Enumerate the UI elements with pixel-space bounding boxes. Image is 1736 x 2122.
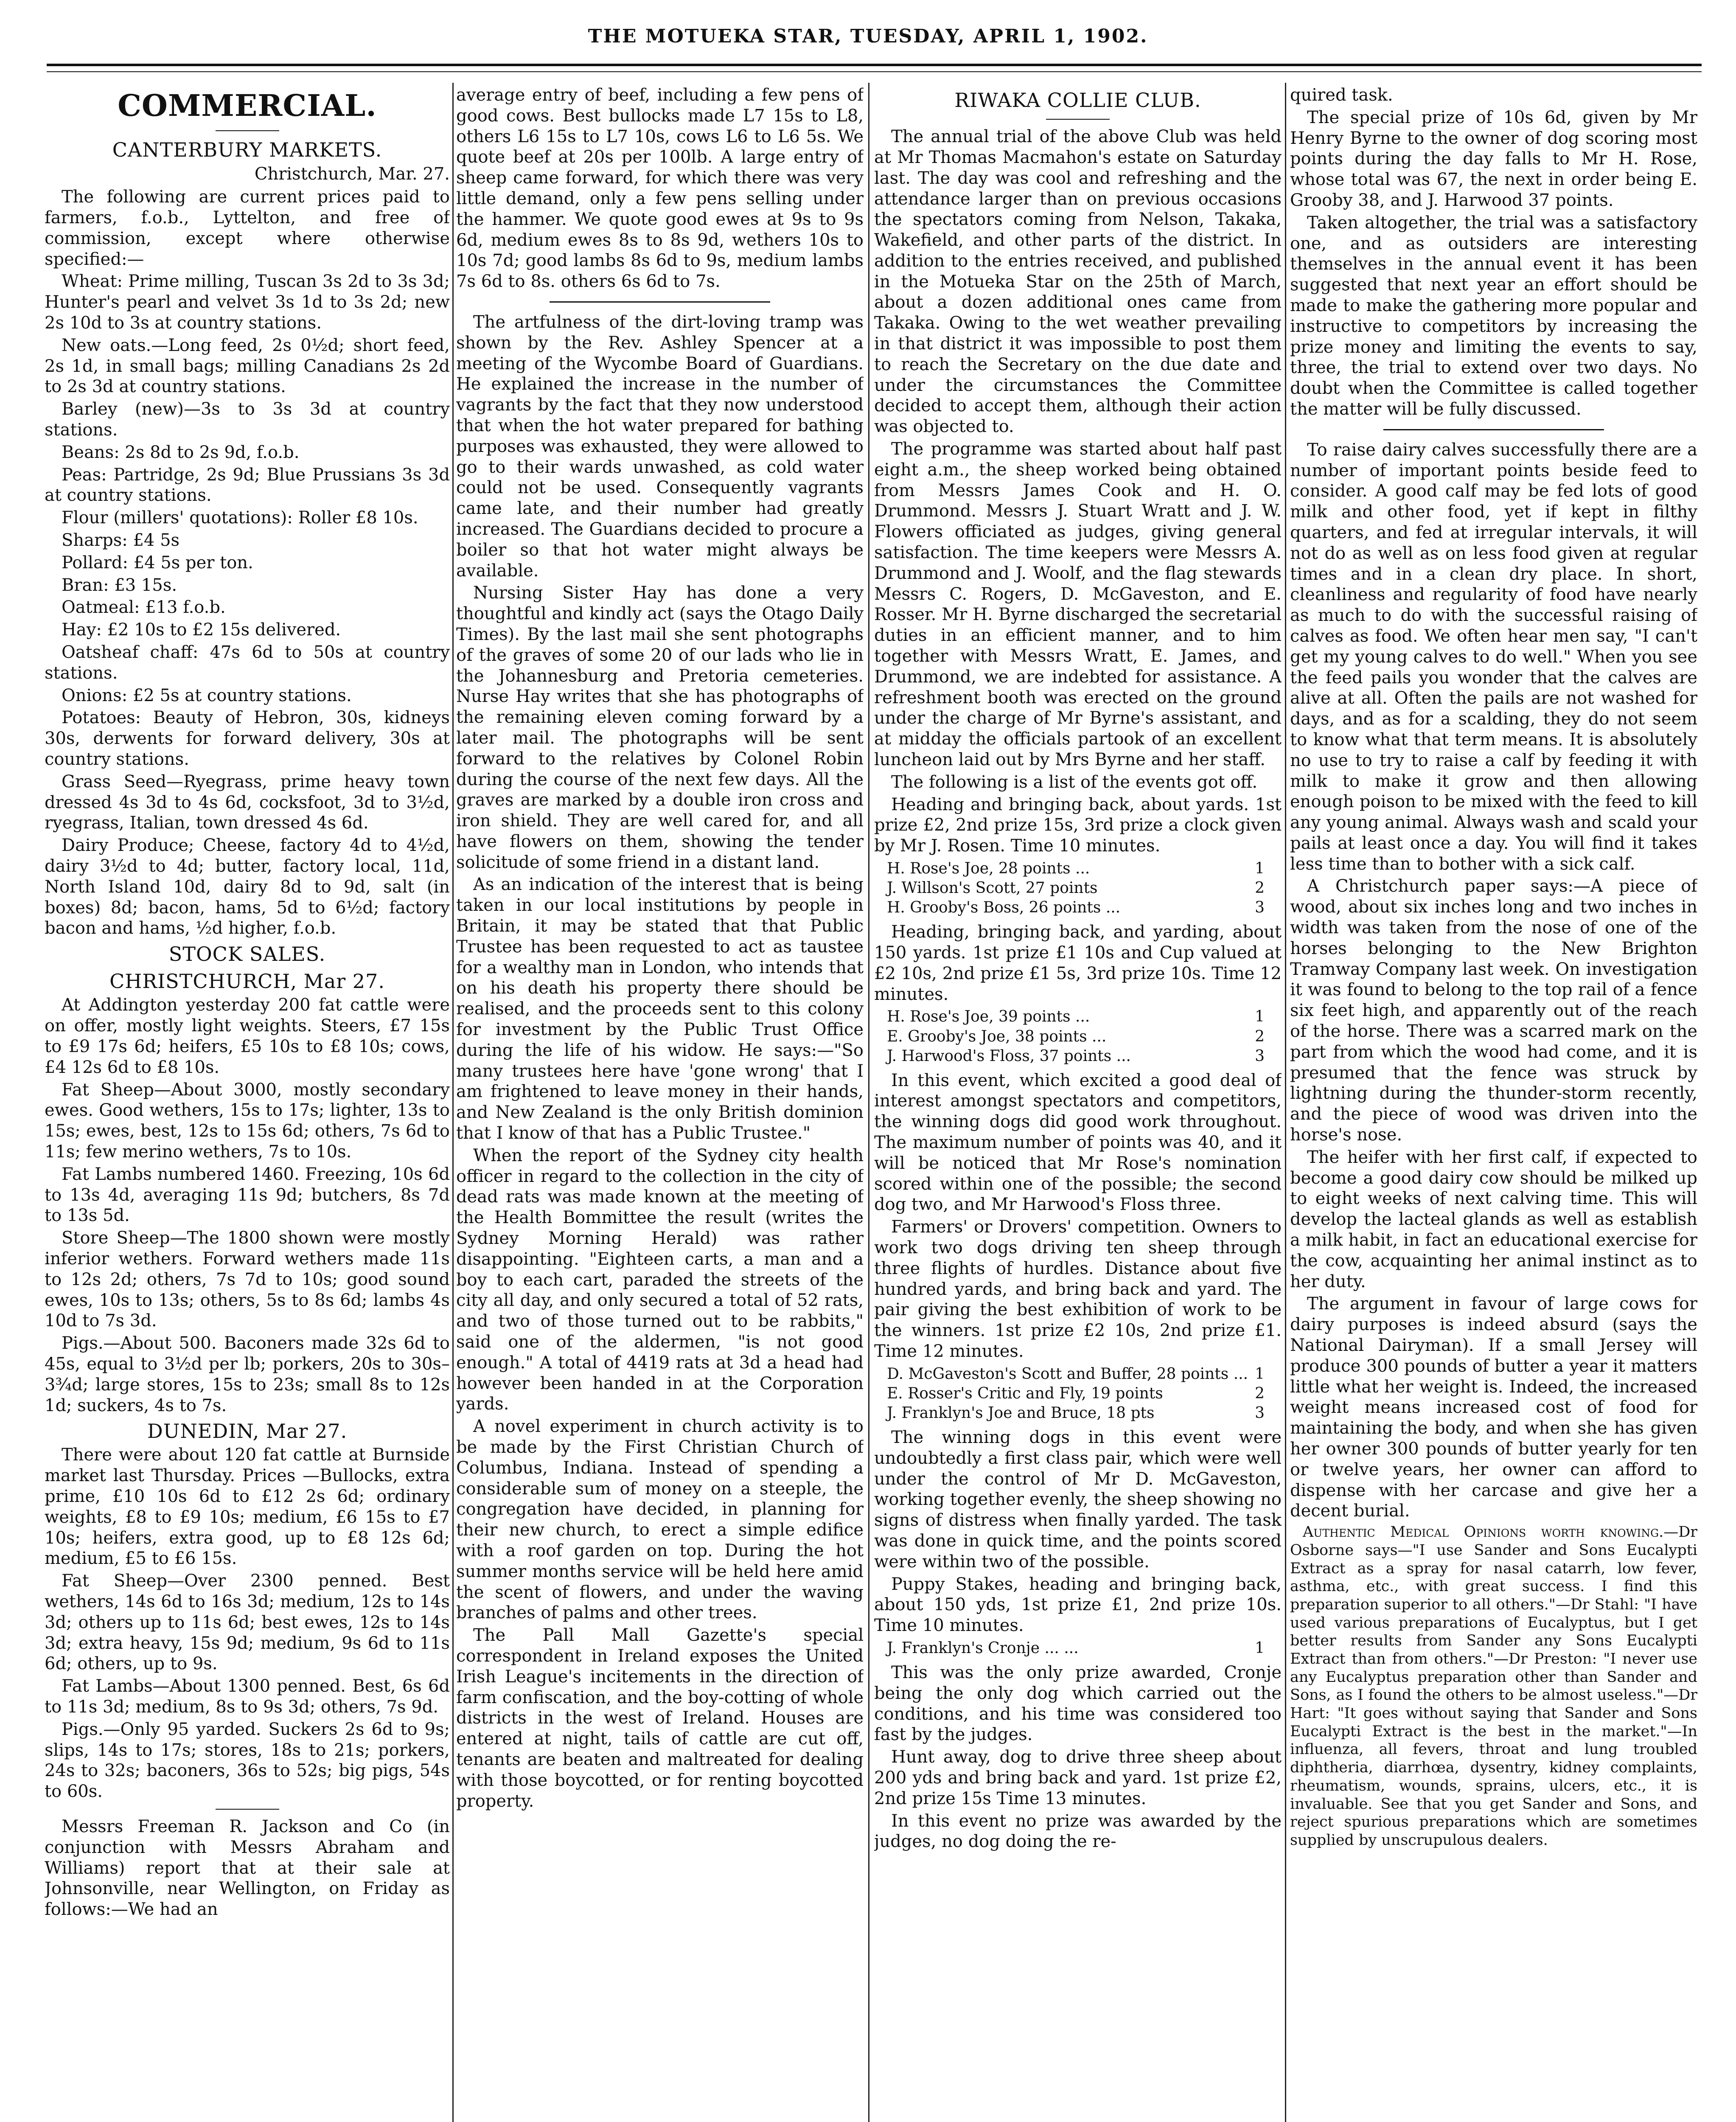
article-paragraph: To raise dairy calves successfully there are a number of important points beside feed to consider. A good calf may be fed lots of good milk and other food, yet if kept in filthy quarters, and fed at irregular intervals, it will not do as well as on less food given at regular times and in a clean dry place. In short, cleanliness and regularity of food have nearly as much to do with the successful raising of calves as food. We often hear men say, "I can't get my young calves to do well." When you see the feed pails you wonder that the calves are alive at all. Often the pails are not washed for days, and as for a scalding, they do not seem to know what that term means. It is absolutely no use to try to raise a calf by feeding it with milk to make it grow and then allowing enough poison to be mixed with the feed to kill any young animal. Always wash and scald your pails at least once a day. You will find it takes less time than to bother with a sick calf. (1290, 440, 1697, 874)
advertisement-body: —Dr Osborne says—"I use Sander and Sons Eucalypti Extract as a spray for nasal catarrh, low fever, asthma, etc., with great success. I find this preparation superior to all others."—Dr Stahl: "I have used various preparations of Eucalyptus, but I get better results from Sander any Sons Eucalypti Extract than from others."—Dr Preston: "I never use any Eucalyptus preparation other than Sander and Sons, as I found the others to be almost useless."—Dr Hart: "It goes without saying that Sander and Sons Eucalypti Extract is the best in the market."—In influenza, all fevers, throat and lung troubled diphtheria, diarrhœa, dysentry, kidney complaints, rheumatism, wounds, sprains, ulcers, etc., it is invaluable. See that you get Sander and Sons, and reject spurious preparations which are sometimes supplied by unscrupulous dealers. (1290, 1524, 1697, 1849)
article-paragraph: A Christchurch paper says:—A piece of wood, about six inches long and two inches in width was taken from the nose of one of the horses belonging to the New Brighton Tramway Company last week. On investigation it was found to belong to the top rail of a fence six feet high, and apparently out of the reach of the horse. There was a scarred mark on the part from which the wood had come, and it is presumed that the fence was struck by lightning during the thunder-storm recently, and the piece of wood was driven into the horse's nose. (1290, 876, 1697, 1145)
article-paragraph: In this event no prize was awarded by the judges, no dog doing the re- (874, 1811, 1282, 1852)
article-paragraph: average entry of beef, including a few pens of good cows. Best bullocks made L7 15s to L8, others L6 15s to L7 10s, cows L6 to L6 5s. We quote beef at 20s per 100lb. A large entry of sheep came forward, for which there was very little demand, only a few pens selling under the hammer. We quote good ewes at 9s to 9s 6d, medium ewes 8s to 8s 9d, wethers 10s to 10s 7d; good lambs 8s 6d to 9s, medium lambs 7s 6d to 8s. others 6s 6d to 7s. (456, 85, 864, 292)
result-row (887, 879, 1282, 898)
article-paragraph: Heading, bringing back, and yarding, about 150 yards. 1st prize £1 10s and Cup valued at £2 10s, 2nd prize £1 5s, 3rd prize 10s. Time 12 minutes. (874, 922, 1282, 1004)
article-paragraph: The following is a list of the events got off. (891, 772, 1258, 792)
column-divider (868, 83, 869, 2122)
results-list (887, 859, 1282, 918)
result-place: 1 (1255, 860, 1265, 877)
article-paragraph: The argument in favour of large cows for dairy purposes is indeed absurd (says the National Dairyman). If a small Jersey will produce 300 pounds of butter a year it matters little what her weight is. Indeed, the increased weight means increased cost of food for maintaining the body, and when she has given her owner 300 pounds of butter yearly for ten or twelve years, her owner can afford to dispense with her carcase and give her a decent burial. (1290, 1294, 1697, 1521)
advertisement (1290, 1523, 1697, 1849)
result-row (887, 898, 1282, 918)
article-paragraph: Barley (new)—3s to 3s 3d at country stations. (45, 399, 450, 440)
result-row (887, 1047, 1282, 1066)
result-place: 3 (1255, 899, 1265, 917)
result-row (887, 1364, 1282, 1384)
result-place: 1 (1255, 1008, 1265, 1026)
results-list (887, 1639, 1282, 1658)
result-row (887, 1384, 1282, 1403)
article-paragraph: A novel experiment in church activity is to be made by the First Christian Church of Columbus, Indiana. Instead of spending a considerable sum of money on a steeple, the congregation have decided, in planning for their new church, to erect a simple edifice with a roof garden on top. During the hot summer months service will be held here amid the scent of flowers, and under the waving branches of palms and other trees. (456, 1417, 864, 1623)
article-paragraph: In this event, which excited a good deal of interest amongst spectators and competitors, the winning dogs did good work throughout. The maximum number of points was 40, and it will be noticed that Mr Rose's nomination scored within one of the possible; the second dog two, and Mr Harwood's Floss three. (874, 1070, 1282, 1215)
results-list (887, 1364, 1282, 1423)
article-paragraph: The heifer with her first calf, if expected to become a good dairy cow should be milked up to eight weeks of next calving time. This will develop the lacteal glands as well as establish a milk habit, in fact an educational exercise for the cow, acquainting her animal instinct as to her duty. (1290, 1147, 1697, 1291)
result-row (887, 1403, 1282, 1423)
section-rule (1383, 429, 1604, 430)
article-paragraph: Messrs Freeman R. Jackson and Co (in conjunction with Messrs Abraham and Williams) report that at their sale at Johnsonville, near Wellington, on Friday as follows:—We had an (45, 1817, 450, 1920)
result-place: 3 (1255, 1404, 1265, 1422)
column-collie-club (874, 85, 1282, 2122)
article-paragraph: As an indication of the interest that is being taken in our local institutions by people in Britain, it may be stated that that Public Trustee has been requested to act as taustee for a wealthy man in London, who intends that on his death his property there should be realised, and the proceeds sent to this colony for investment by the Public Trust Office during the life of his widow. He says:—"So many trustees here have 'gone wrong' that I am frightened to leave money in their hands, and New Zealand is the only British dominion that I know of that has a Public Trustee." (456, 875, 864, 1143)
result-place: 3 (1255, 1047, 1265, 1065)
result-row (887, 859, 1282, 879)
result-place: 2 (1255, 1027, 1265, 1045)
result-place: 2 (1255, 1384, 1265, 1402)
article-paragraph: Pollard: £4 5s per ton. (62, 553, 253, 573)
result-name: J. Franklyn's Cronje ... ... (887, 1639, 1079, 1657)
article-paragraph: Nursing Sister Hay has done a very thoughtful and kindly act (says the Otago Daily Times). By the last mail she sent photographs of the graves of some 20 of our lads who lie in the Johannesburg and Pretoria cemeteries. Nurse Hay writes that she has photographs of the remaining eleven coming forward by a later mail. The photographs will be sent forward to the relatives by Colonel Robin during the course of the next few days. All the graves are marked by a double iron cross and iron shield. They are well cared for, and all have flowers on them, showing the tender solicitude of some friend in a distant land. (456, 583, 864, 872)
result-row (887, 1639, 1282, 1658)
result-name: D. McGaveston's Scott and Buffer, 28 points ... (887, 1365, 1248, 1383)
article-paragraph: Pigs.—About 500. Baconers made 32s 6d to 45s, equal to 3½d per lb; porkers, 20s to 30s–3¾d; large stores, 15s to 23s; small 8s to 12s 1d; suckers, 4s to 7s. (45, 1333, 450, 1415)
subheading-stock-sales: STOCK SALES. (168, 943, 326, 966)
article-paragraph: Fat Sheep—Over 2300 penned. Best wethers, 14s 6d to 16s 3d; medium, 12s to 14s 3d; others up to 11s 6d; best ewes, 12s to 14s 3d; extra heavy, 15s 9d; medium, 9s 6d to 11s 6d; others, up to 9s. (45, 1571, 450, 1674)
column-divider (452, 83, 454, 2122)
article-paragraph: This was the only prize awarded, Cronje being the only dog which carried out the conditions, and his time was considered too fast by the judges. (874, 1663, 1282, 1745)
masthead-rule (47, 64, 1702, 66)
article-paragraph: Hay: £2 10s to £2 15s delivered. (62, 620, 341, 640)
result-name: H. Rose's Joe, 39 points ... (887, 1008, 1090, 1026)
article-paragraph: Oatsheaf chaff: 47s 6d to 50s at country stations. (45, 643, 450, 683)
article-paragraph: New oats.—Long feed, 2s 0½d; short feed, 2s 1d, in small bags; milling Canadians 2s 2d to 2s 3d at country stations. (45, 335, 450, 397)
article-paragraph: Store Sheep—The 1800 shown were mostly inferior wethers. Forward wethers made 11s to 12s 2d; others, 7s 7d to 10s; good sound ewes, 10s to 13s; others, 5s to 8s 6d; lambs 4s 10d to 7s 3d. (45, 1228, 450, 1331)
article-paragraph: Flour (millers' quotations): Roller £8 10s. (62, 508, 418, 528)
article-paragraph: Bran: £3 15s. (62, 575, 177, 595)
article-paragraph: The Pall Mall Gazette's special correspondent in Ireland exposes the United Irish League's incitements in the direction of farm confiscation, and the boy-cotting of whole districts in the west of Ireland. Houses are entered at night, tails of cattle are cut off, tenants are beaten and maltreated for dealing with those boycotted, or for renting boycotted property. (456, 1625, 864, 1811)
section-rule (216, 1809, 279, 1810)
result-name: E. Rosser's Critic and Fly, 19 points (887, 1384, 1163, 1402)
article-paragraph: Wheat: Prime milling, Tuscan 3s 2d to 3s 3d; Hunter's pearl and velvet 3s 1d to 3s 2d; new 2s 10d to 3s at country stations. (45, 272, 450, 333)
article-paragraph: Fat Lambs—About 1300 penned. Best, 6s 6d to 11s 3d; medium, 8s to 9s 3d; others, 7s 9d. (45, 1676, 450, 1717)
article-paragraph: The special prize of 10s 6d, given by Mr Henry Byrne to the owner of dog scoring most points during the day falls to Mr H. Rose, whose total was 67, the next in order being E. Grooby 38, and J. Harwood 37 points. (1290, 107, 1697, 210)
result-name: H. Rose's Joe, 28 points ... (887, 860, 1090, 877)
subheading-dunedin: DUNEDIN, Mar 27. (147, 1420, 348, 1443)
subheading-christchurch: CHRISTCHURCH, Mar 27. (109, 970, 385, 993)
result-row (887, 1007, 1282, 1027)
result-name: J. Franklyn's Joe and Bruce, 18 pts (887, 1404, 1155, 1422)
article-paragraph: The programme was started about half past eight a.m., the sheep worked being obtained from Messrs James Cook and H. O. Drummond. Messrs J. Stuart Wratt and J. W. Flowers officiated as judges, giving general satisfaction. The time keepers were Messrs A. Drummond and J. Woolf, and the flag stewards Messrs C. Rogers, D. McGaveston, and E. Rosser. Mr H. Byrne discharged the secretarial duties in an efficient manner, and to him together with Messrs Wratt, E. James, and Drummond, we are indebted for assistance. A refreshment booth was erected on the ground under the charge of Mr Byrne's assistant, and at midday the officials partook of an excellent luncheon laid out by Mrs Byrne and her staff. (874, 439, 1282, 770)
column-dairy (1290, 85, 1697, 2122)
article-paragraph: Grass Seed—Ryegrass, prime heavy town dressed 4s 3d to 4s 6d, cocksfoot, 3d to 3½d, ryegrass, Italian, town dressed 4s 6d. (45, 772, 450, 833)
article-paragraph: Puppy Stakes, heading and bringing back, about 150 yds, 1st prize £1, 2nd prize 10s. Time 10 minutes. (874, 1574, 1282, 1636)
article-paragraph: The following are current prices paid to farmers, f.o.b., Lyttelton, and free of commission, except where otherwise specified:— (45, 187, 450, 269)
result-place: 1 (1255, 1365, 1265, 1383)
article-paragraph: The winning dogs in this event were undoubtedly a first class pair, which were well under the control of Mr D. McGaveston, working together evenly, the sheep showing no signs of distress when finally yarded. The task was done in quick time, and the points scored were within two of the possible. (874, 1428, 1282, 1572)
advertisement-text (1290, 1523, 1697, 1849)
article-paragraph: Beans: 2s 8d to 2s 9d, f.o.b. (62, 442, 300, 462)
advertisement-lead: Authentic Medical Opinions worth knowing. (1303, 1524, 1664, 1541)
article-paragraph: Potatoes: Beauty of Hebron, 30s, kidneys 30s, derwents for forward delivery, 30s at country stations. (45, 708, 450, 769)
column-commercial (45, 85, 450, 2122)
heading-riwaka-collie-club: RIWAKA COLLIE CLUB. (954, 89, 1201, 112)
result-name: H. Grooby's Boss, 26 points ... (887, 899, 1121, 917)
result-row (887, 1027, 1282, 1047)
article-paragraph: Hunt away, dog to drive three sheep about 200 yds and bring back and yard. 1st prize £2, 2nd prize 15s Time 13 minutes. (874, 1747, 1282, 1808)
result-place: 1 (1255, 1639, 1265, 1657)
subheading-canterbury-markets: CANTERBURY MARKETS. (112, 138, 382, 162)
result-name: E. Grooby's Joe, 38 points ... (887, 1027, 1107, 1045)
newspaper-masthead: THE MOTUEKA STAR, TUESDAY, APRIL 1, 1902. (588, 25, 1148, 47)
results-list (887, 1007, 1282, 1066)
result-name: J. Willson's Scott, 27 points (887, 879, 1098, 897)
masthead-rule-thin (47, 71, 1702, 72)
article-paragraph: quired task. (1290, 85, 1393, 105)
section-heading-commercial: COMMERCIAL. (118, 88, 377, 123)
article-paragraph: Peas: Partridge, 2s 9d; Blue Prussians 3s 3d at country stations. (45, 465, 450, 505)
article-paragraph: Onions: £2 5s at country stations. (62, 685, 352, 705)
section-rule (216, 130, 279, 131)
article-paragraph: Farmers' or Drovers' competition. Owners to work two dogs driving ten sheep through three flights of hurdles. Distance about five hundred yards, and bring back and yard. The pair giving the best exhibition of work to be the winners. 1st prize £2 10s, 2nd prize £1. Time 12 minutes. (874, 1217, 1282, 1361)
article-paragraph: Fat Sheep—About 3000, mostly secondary ewes. Good wethers, 15s to 17s; lighter, 13s to 15s; ewes, best, 12s to 15s 6d; others, 7s 6d to 11s; few merino wethers, 7s to 10s. (45, 1080, 450, 1162)
article-paragraph: There were about 120 fat cattle at Burnside market last Thursday. Prices —Bullocks, extra prime, £10 10s 6d to £12 2s 6d; ordinary weights, £8 to £9 10s; medium, £6 15s to £7 10s; heifers, extra good, up to £8 12s 6d; medium, £5 to £6 15s. (45, 1445, 450, 1569)
section-rule (1046, 119, 1110, 120)
article-paragraph: Taken altogether, the trial was a satisfactory one, and as outsiders are interesting themselves in the annual event it has been suggested that next year an effort should be made to make the gathering more popular and instructive to competitors by increasing the prize money and limiting the events to say, three, the trial to extend over two days. No doubt when the Committee is called together the matter will be fully discussed. (1290, 213, 1697, 419)
article-paragraph: The artfulness of the dirt-loving tramp was shown by the Rev. Ashley Spencer at a meeting of the Wycombe Board of Guardians. He explained the increase in the number of vagrants by the fact that they now understood that when the hot water prepared for bathing purposes was exhausted, they were allowed to go to their wards unwashed, as cold water could not be used. Consequently vagrants came late, and their number had greatly increased. The Guardians decided to procure a boiler so that hot water might always be available. (456, 312, 864, 581)
article-paragraph: The annual trial of the above Club was held at Mr Thomas Macmahon's estate on Saturday last. The day was cool and refreshing and the attendance larger than on previous occasions the spectators coming from Nelson, Takaka, Wakefield, and other parts of the district. In addition to the entries received, and published in the Motueka Star on the 25th of March, about a dozen additional ones came from Takaka. Owing to the wet weather prevailing in that district it was impossible to post them to reach the Secretary on the due date and under the circumstances the Committee decided to accept them, although their action was objected to. (874, 127, 1282, 437)
section-rule (550, 301, 770, 303)
article-paragraph: Heading and bringing back, about yards. 1st prize £2, 2nd prize 15s, 3rd prize a clock given by Mr J. Rosen. Time 10 minutes. (874, 794, 1282, 856)
dateline: Christchurch, Mar. 27. (254, 164, 450, 184)
article-paragraph: Sharps: £4 5s (62, 530, 180, 550)
result-place: 2 (1255, 879, 1265, 897)
article-paragraph: At Addington yesterday 200 fat cattle were on offer, mostly light weights. Steers, £7 15s to £9 17s 6d; heifers, £5 10s to £8 10s; cows, £4 12s 6d to £8 10s. (45, 995, 450, 1077)
article-paragraph: Dairy Produce; Cheese, factory 4d to 4½d, dairy 3½d to 4d; butter, factory local, 11d, North Island 10d, dairy 8d to 9d, salt (in boxes) 8d; bacon, hams, 5d to 6½d; factory bacon and hams, ½d higher, f.o.b. (45, 836, 450, 938)
column-news (456, 85, 864, 2122)
article-paragraph: Oatmeal: £13 f.o.b. (62, 598, 226, 618)
article-paragraph: Fat Lambs numbered 1460. Freezing, 10s 6d to 13s 4d, averaging 11s 9d; butchers, 8s 7d to 13s 5d. (45, 1164, 450, 1226)
article-paragraph: Pigs.—Only 95 yarded. Suckers 2s 6d to 9s; slips, 14s to 17s; stores, 18s to 21s; porkers, 24s to 32s; baconers, 36s to 52s; big pigs, 54s to 60s. (45, 1719, 450, 1802)
article-paragraph: When the report of the Sydney city health officer in regard to the collection in the city of dead rats was made known at the meeting of the Health Bommittee the result (writes the Sydney Morning Herald) was rather disappointing. "Eighteen carts, a man and a boy to each cart, paraded the streets of the city all day, and only secured a total of 52 rats, and two of those turned out to be rabbits," said one of the aldermen, "is not good enough." A total of 4419 rats at 3d a head had however been handed in at the Corporation yards. (456, 1145, 864, 1414)
column-divider (1285, 83, 1286, 2122)
result-name: J. Harwood's Floss, 37 points ... (887, 1047, 1131, 1065)
